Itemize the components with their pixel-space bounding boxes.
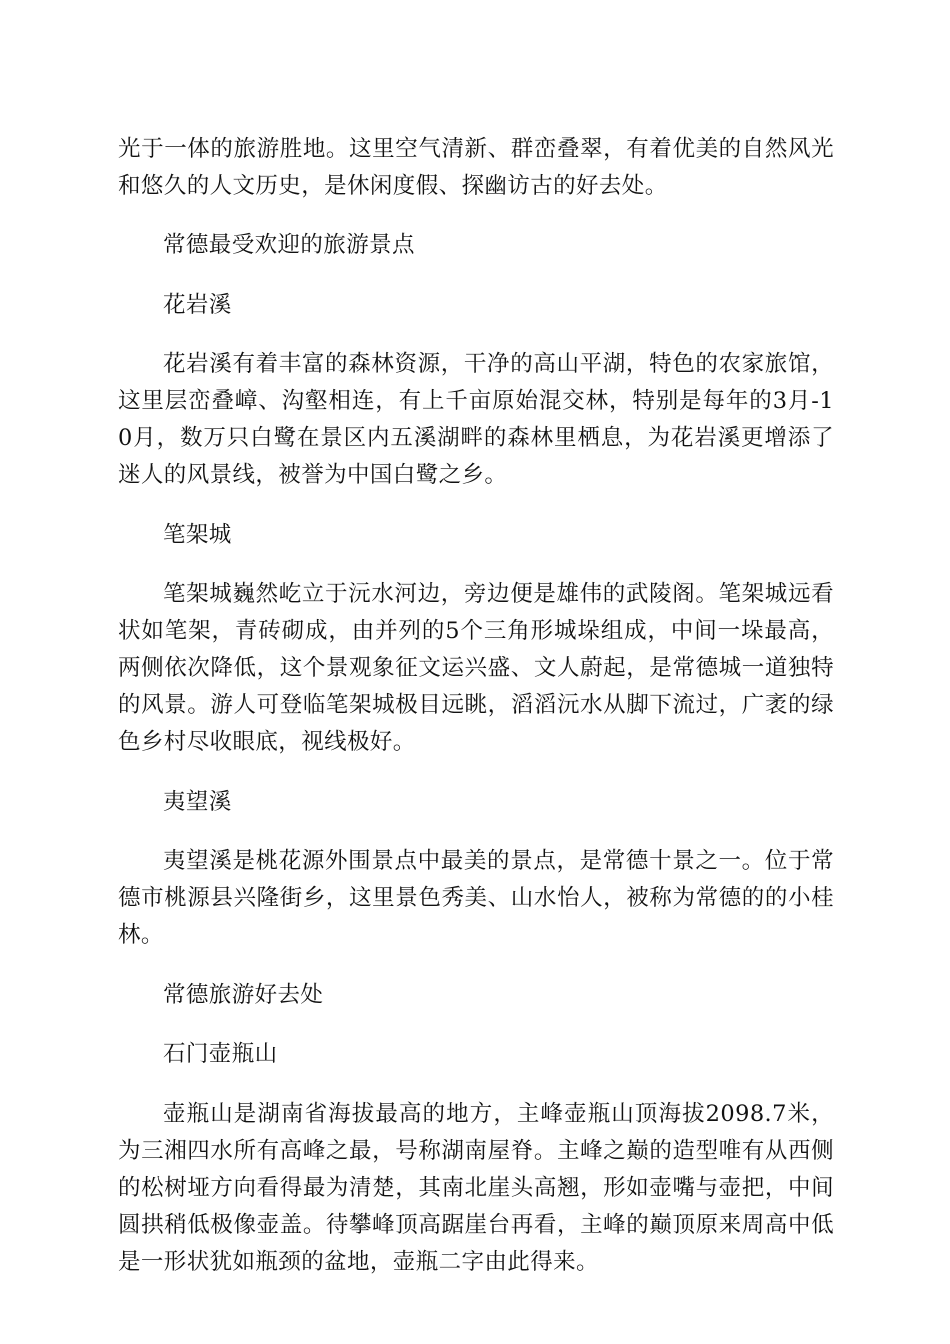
paragraph-hupingshan: 壶瓶山是湖南省海拔最高的地方，主峰壶瓶山顶海拔2098.7米，为三湘四水所有高峰之最，号称湖南屋脊。主峰之巅的造型唯有从西侧的松树垭方向看得最为清楚，其南北崖头高翘，形如壶嘴与壶把，中间圆拱稍低极像壶盖。待攀峰顶高踞崖台再看，主峰的巅顶原来周高中低是一形状犹如瓶颈的盆地，壶瓶二字由此得来。 bbox=[118, 1100, 834, 1275]
section-heading-popular-attractions: 常德最受欢迎的旅游景点 bbox=[163, 232, 415, 258]
paragraph-yiwangxi: 夷望溪是桃花源外围景点中最美的景点，是常德十景之一。位于常德市桃源县兴隆街乡，这里景色秀美、山水怡人，被称为常德的的小桂林。 bbox=[118, 848, 834, 948]
paragraph-huayanxi: 花岩溪有着丰富的森林资源，干净的高山平湖，特色的农家旅馆，这里层峦叠嶂、沟壑相连，有上千亩原始混交林，特别是每年的3月-10月，数万只白鹭在景区内五溪湖畔的森林里栖息，为花岩溪更增添了迷人的风景线，被誉为中国白鹭之乡。 bbox=[118, 351, 834, 488]
section-heading-good-places: 常德旅游好去处 bbox=[163, 981, 324, 1008]
paragraph-bijiacheng: 笔架城巍然屹立于沅水河边，旁边便是雄伟的武陵阁。笔架城远看状如笔架，青砖砌成，由并列的5个三角形城垛组成，中间一垛最高，两侧依次降低，这个景观象征文运兴盛、文人蔚起，是常德城一道独特的风景。游人可登临笔架城极目远眺，滔滔沅水从脚下流过，广袤的绿色乡村尽收眼底，视线极好。 bbox=[118, 581, 834, 755]
attraction-heading-huayanxi: 花岩溪 bbox=[163, 291, 232, 318]
attraction-heading-bijiacheng: 笔架城 bbox=[163, 521, 232, 548]
attraction-heading-hupingshan: 石门壶瓶山 bbox=[163, 1041, 278, 1067]
attraction-heading-yiwangxi: 夷望溪 bbox=[163, 788, 232, 815]
paragraph-continuation: 光于一体的旅游胜地。这里空气清新、群峦叠翠，有着优美的自然风光和悠久的人文历史，是休闲度假、探幽访古的好去处。 bbox=[118, 135, 834, 199]
